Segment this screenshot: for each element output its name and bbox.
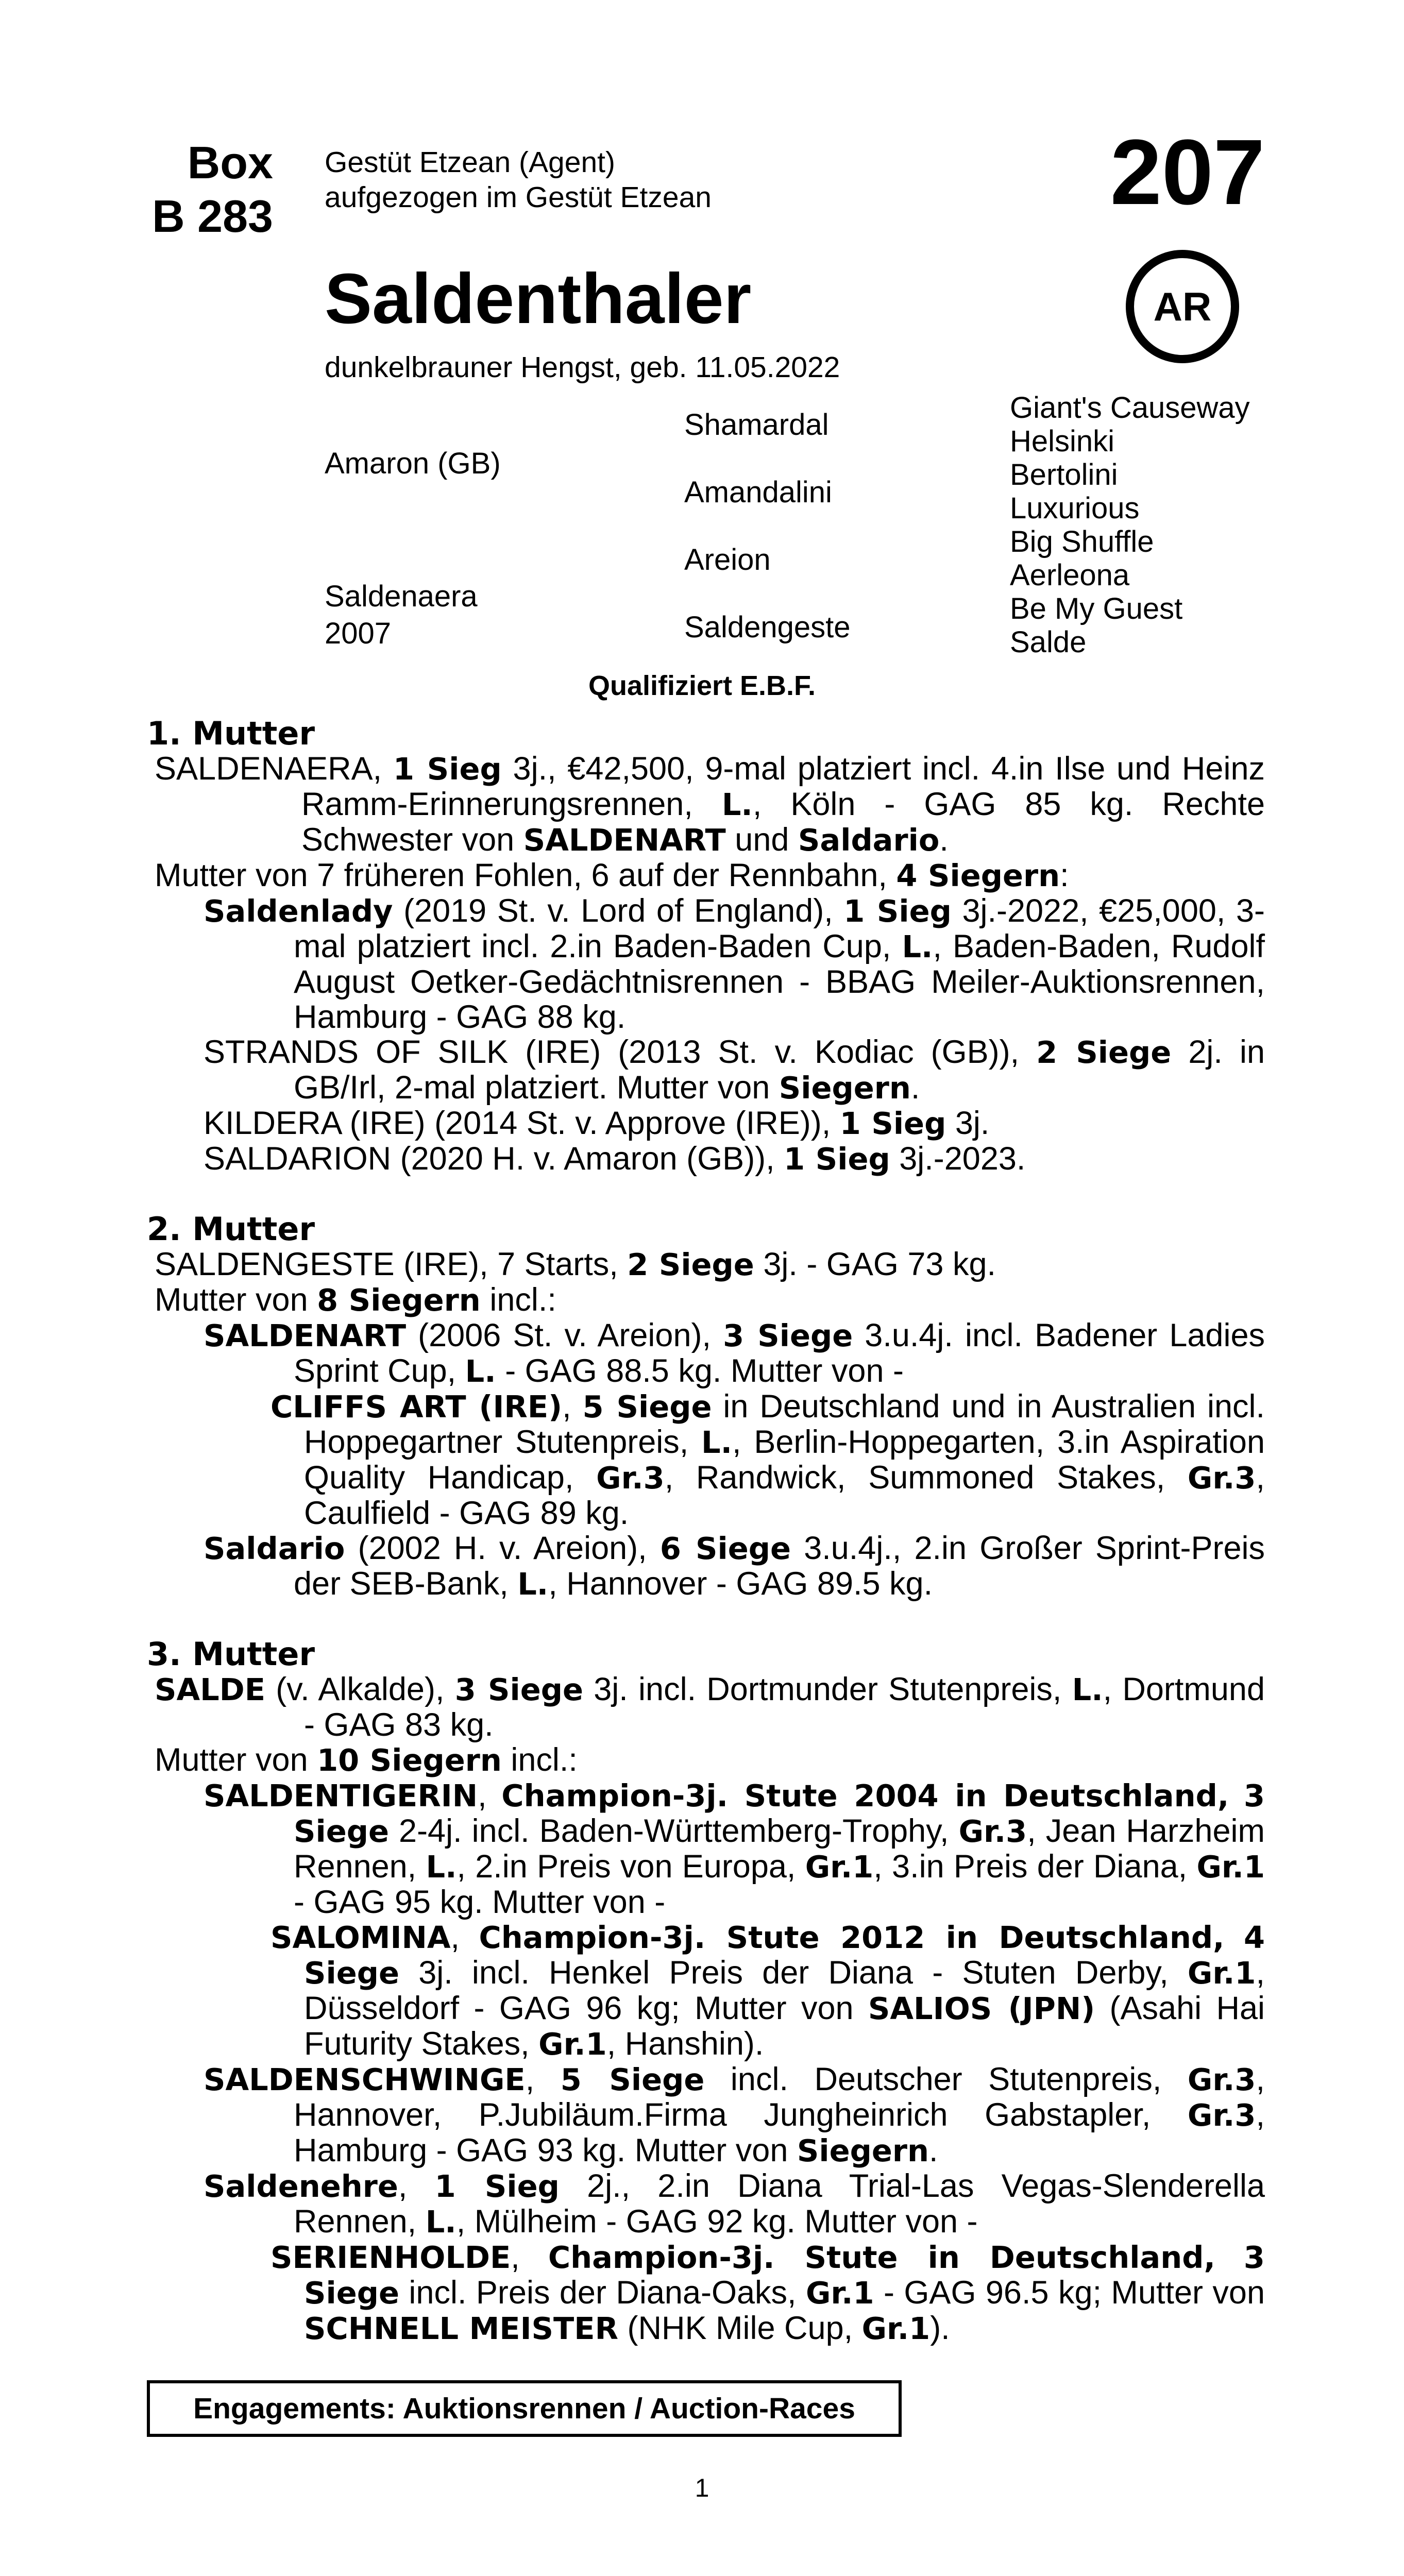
produce-entry bbox=[147, 1035, 1265, 1106]
produce-entry bbox=[147, 1778, 1265, 1920]
box-label: Box bbox=[187, 137, 273, 188]
bold-run: Gr.1 bbox=[1196, 1849, 1265, 1885]
text-run: . bbox=[928, 2132, 938, 2168]
bold-run: Gr.1 bbox=[805, 2275, 874, 2311]
text-run: , bbox=[562, 1388, 583, 1425]
bold-run: Saldario bbox=[204, 1531, 345, 1566]
text-run: (2006 St. v. Areion), bbox=[406, 1317, 723, 1353]
lot-number: 207 bbox=[1110, 121, 1265, 224]
bold-run: Champion-3j. Stute in Deutschland, bbox=[548, 2240, 1215, 2275]
text-run: , Baden-Baden, Rudolf August Oetker-Gedächtnisrennen - BBAG Meiler-Auktionsrennen, Hamburg - GAG 88 kg. bbox=[294, 928, 1265, 1035]
bold-run: 3 Siege bbox=[294, 1778, 1265, 1849]
produce-entry bbox=[147, 2062, 1265, 2168]
bold-run: SERIENHOLDE bbox=[270, 2240, 511, 2275]
bold-run: L. bbox=[426, 1849, 457, 1885]
pedigree-great-grandparent: Luxurious bbox=[1010, 492, 1140, 525]
pedigree-great-grandparent: Aerleona bbox=[1010, 558, 1130, 592]
section-heading: 2. Mutter bbox=[147, 1210, 315, 1248]
bold-run: Saldario bbox=[798, 822, 940, 858]
bold-run: Gr.3 bbox=[958, 1814, 1027, 1849]
bold-run: 5 Siege bbox=[582, 1389, 712, 1425]
pedigree-great-grandparent: Big Shuffle bbox=[1010, 525, 1154, 558]
bold-run: L. bbox=[701, 1425, 733, 1460]
horse-name: Saldenthaler bbox=[325, 259, 752, 338]
bold-run: Gr.1 bbox=[1187, 1955, 1256, 1991]
text-run: incl. Deutscher Stutenpreis, bbox=[704, 2061, 1188, 2097]
bold-run: 3 Siege bbox=[454, 1672, 584, 1707]
produce-entry-sub bbox=[147, 1389, 1265, 1531]
bold-run: 1 Sieg bbox=[784, 1141, 890, 1177]
bold-run: Siegern bbox=[797, 2133, 929, 2168]
bold-run: SALOMINA bbox=[270, 1920, 451, 1955]
text-run: , Hannover, P.Jubiläum.Firma Jungheinrich Gabstapler, bbox=[294, 2061, 1265, 2133]
text-run: 3j., €42,500, 9-mal platziert incl. 4.in Ilse und Heinz Ramm-Erinnerungsrennen, bbox=[301, 751, 1265, 822]
pedigree-great-grandparent: Helsinki bbox=[1010, 425, 1115, 458]
bold-run: Champion-3j. Stute 2004 in Deutschland, bbox=[501, 1778, 1229, 1814]
bold-run: SALIOS (JPN) bbox=[868, 1991, 1095, 2026]
bold-run: SCHNELL MEISTER bbox=[304, 2311, 619, 2346]
text-run: , bbox=[478, 1777, 502, 1814]
qualification: Qualifiziert E.B.F. bbox=[588, 670, 816, 701]
bold-run: Gr.3 bbox=[596, 1460, 665, 1496]
text-run: , bbox=[511, 2239, 548, 2275]
text-run: (v. Alkalde), bbox=[265, 1671, 455, 1707]
section-heading: 1. Mutter bbox=[147, 715, 315, 752]
raised-at: aufgezogen im Gestüt Etzean bbox=[325, 181, 712, 214]
text-run: und bbox=[725, 822, 798, 858]
produce-entry bbox=[147, 1106, 1265, 1141]
pedigree-grandparent: Shamardal bbox=[684, 408, 829, 442]
pedigree-grandparent: Amandalini bbox=[684, 476, 832, 509]
bold-run: 1 Sieg bbox=[434, 2168, 560, 2204]
text-run: ). bbox=[930, 2310, 950, 2346]
text-run: (2019 St. v. Lord of England), bbox=[393, 893, 844, 929]
bold-run: 5 Siege bbox=[560, 2062, 705, 2097]
bold-run: SALDENSCHWINGE bbox=[204, 2062, 526, 2097]
text-run bbox=[1229, 1777, 1244, 1814]
text-run: (2002 H. v. Areion), bbox=[345, 1530, 660, 1566]
produce-entry bbox=[147, 1531, 1265, 1602]
pedigree-great-grandparent: Be My Guest bbox=[1010, 592, 1183, 625]
bold-run: 4 Siegern bbox=[896, 858, 1060, 893]
text-run: , Düsseldorf - GAG 96 kg; Mutter von bbox=[304, 1955, 1265, 2026]
text-run: - GAG 88.5 kg. Mutter von - bbox=[496, 1353, 904, 1389]
text-run: 3j.-2023. bbox=[890, 1141, 1026, 1177]
text-run: , Hanshin). bbox=[606, 2026, 764, 2062]
text-run: - GAG 96.5 kg; Mutter von bbox=[874, 2275, 1265, 2311]
dam-produce-summary bbox=[155, 858, 1265, 893]
bold-run: SALDENART bbox=[204, 1318, 407, 1353]
horse-description: dunkelbrauner Hengst, geb. 11.05.2022 bbox=[325, 351, 840, 384]
produce-entry-sub bbox=[147, 1920, 1265, 2062]
text-run: , Hamburg - GAG 93 kg. Mutter von bbox=[294, 2097, 1265, 2168]
bold-run: Gr.1 bbox=[805, 1849, 874, 1885]
pedigree-great-grandparent: Salde bbox=[1010, 625, 1087, 659]
page-number: 1 bbox=[695, 2473, 709, 2502]
text-run: (NHK Mile Cup, bbox=[618, 2310, 862, 2346]
produce-entry bbox=[147, 1318, 1265, 1389]
bold-run: Gr.3 bbox=[1187, 2097, 1256, 2133]
bold-run: Gr.3 bbox=[1187, 2062, 1256, 2097]
text-run: : bbox=[1060, 857, 1069, 893]
pedigree-grandparent: Saldengeste bbox=[684, 611, 851, 644]
text-run: SALDARION (2020 H. v. Amaron (GB)), bbox=[204, 1141, 784, 1177]
text-run: , Jean Harzheim Rennen, bbox=[294, 1813, 1265, 1885]
bold-run: SALDENART bbox=[523, 822, 726, 858]
produce-entry bbox=[147, 2168, 1265, 2240]
text-run: 3j. incl. Henkel Preis der Diana - Stuten Derby, bbox=[399, 1955, 1188, 1991]
text-run: 3.u.4j. incl. Badener Ladies Sprint Cup, bbox=[294, 1317, 1265, 1389]
text-run: , bbox=[398, 2168, 435, 2204]
bold-run: Gr.3 bbox=[1187, 1460, 1256, 1496]
bold-run: L. bbox=[465, 1353, 496, 1389]
bold-run: 1 Sieg bbox=[839, 1106, 946, 1141]
bold-run: 2 Siege bbox=[627, 1247, 754, 1282]
text-run: STRANDS OF SILK (IRE) (2013 St. v. Kodiac (GB)), bbox=[204, 1034, 1037, 1070]
text-run: incl. Preis der Diana-Oaks, bbox=[399, 2275, 806, 2311]
produce-entry bbox=[147, 1141, 1265, 1177]
text-run: , Caulfield - GAG 89 kg. bbox=[304, 1460, 1265, 1531]
text-run: (Asahi Hai Futurity Stakes, bbox=[304, 1990, 1265, 2062]
bold-run: 10 Siegern bbox=[317, 1742, 502, 1778]
bold-run: Gr.1 bbox=[861, 2311, 931, 2346]
text-run: Mutter von bbox=[155, 1282, 317, 1318]
bold-run: Champion-3j. Stute 2012 in Deutschland, bbox=[479, 1920, 1225, 1955]
text-run: 3j. incl. Dortmunder Stutenpreis, bbox=[583, 1671, 1072, 1707]
dam-record bbox=[155, 751, 1265, 858]
pedigree-great-grandparent: Bertolini bbox=[1010, 458, 1118, 492]
text-run: . bbox=[939, 822, 949, 858]
bold-run: 1 Sieg bbox=[843, 893, 952, 929]
text-run: SALDENGESTE (IRE), 7 Starts, bbox=[155, 1246, 628, 1282]
bold-run: L. bbox=[517, 1566, 549, 1602]
text-run: - GAG 95 kg. Mutter von - bbox=[294, 1884, 666, 1920]
bold-run: Saldenlady bbox=[204, 893, 393, 929]
text-run: 2j., 2.in Diana Trial-Las Vegas-Slenderella Rennen, bbox=[294, 2168, 1265, 2240]
pedigree-sire: Amaron (GB) bbox=[325, 447, 501, 480]
dam-produce-summary bbox=[155, 1742, 1265, 1778]
bold-run: Gr.1 bbox=[538, 2026, 607, 2062]
bold-run: Siegern bbox=[779, 1070, 911, 1106]
pedigree-great-grandparent: Giant's Causeway bbox=[1010, 391, 1250, 425]
text-run: 3j.-2022, €25,000, 3-mal platziert incl. 2.in Baden-Baden Cup, bbox=[294, 893, 1265, 964]
bold-run: 8 Siegern bbox=[317, 1282, 481, 1318]
ar-badge: AR bbox=[1126, 250, 1239, 363]
bold-run: 3 Siege bbox=[723, 1318, 853, 1353]
bold-run: 3 Siege bbox=[304, 2240, 1265, 2311]
produce-entry-sub bbox=[147, 2240, 1265, 2346]
text-run: SALDENAERA, bbox=[155, 751, 393, 787]
text-run: , Hannover - GAG 89.5 kg. bbox=[548, 1566, 933, 1602]
text-run: 3j. bbox=[946, 1105, 990, 1141]
text-run: in Deutschland und in Australien incl. Hoppegartner Stutenpreis, bbox=[304, 1388, 1265, 1460]
consignor: Gestüt Etzean (Agent) bbox=[325, 146, 615, 179]
text-run: , bbox=[450, 1919, 479, 1955]
text-run: 2j. in GB/Irl, 2-mal platziert. Mutter von bbox=[294, 1034, 1265, 1106]
produce-entry bbox=[147, 893, 1265, 1035]
text-run: , Randwick, Summoned Stakes, bbox=[664, 1460, 1188, 1496]
text-run: , Mülheim - GAG 92 kg. Mutter von - bbox=[456, 2204, 978, 2240]
text-run: , bbox=[525, 2061, 561, 2097]
text-run: , Berlin-Hoppegarten, 3.in Aspiration Quality Handicap, bbox=[304, 1424, 1265, 1496]
dam-record bbox=[155, 1247, 1265, 1282]
text-run bbox=[1224, 1919, 1243, 1955]
bold-run: Saldenehre bbox=[204, 2168, 398, 2204]
bold-run: L. bbox=[902, 929, 933, 964]
pedigree-dam: Saldenaera bbox=[325, 580, 478, 613]
text-run: incl.: bbox=[480, 1282, 556, 1318]
text-run: 3j. - GAG 73 kg. bbox=[754, 1246, 996, 1282]
text-run: Mutter von bbox=[155, 1742, 317, 1778]
pedigree-grandparent: Areion bbox=[684, 543, 771, 577]
text-run: incl.: bbox=[501, 1742, 578, 1778]
box-number: B 283 bbox=[152, 191, 273, 242]
bold-run: SALDENTIGERIN bbox=[204, 1778, 478, 1814]
bold-run: CLIFFS ART (IRE) bbox=[270, 1389, 563, 1425]
pedigree-dam-year: 2007 bbox=[325, 617, 392, 650]
engagements-box: Engagements: Auktionsrennen / Auction-Races bbox=[147, 2380, 902, 2437]
text-run: , Dortmund - GAG 83 kg. bbox=[304, 1671, 1265, 1743]
bold-run: L. bbox=[425, 2204, 456, 2240]
bold-run: 6 Siege bbox=[659, 1531, 791, 1566]
text-run: Mutter von 7 früheren Fohlen, 6 auf der Rennbahn, bbox=[155, 857, 896, 893]
bold-run: SALDE bbox=[155, 1672, 266, 1707]
dam-produce-summary bbox=[155, 1282, 1265, 1318]
section-heading: 3. Mutter bbox=[147, 1635, 315, 1673]
bold-run: 1 Sieg bbox=[393, 751, 502, 787]
bold-run: 4 Siege bbox=[304, 1920, 1265, 1991]
bold-run: 2 Siege bbox=[1036, 1035, 1172, 1070]
text-run: , Köln - GAG 85 kg. Rechte Schwester von bbox=[301, 786, 1265, 858]
bold-run: L. bbox=[721, 787, 753, 822]
text-run: , 3.in Preis der Diana, bbox=[873, 1849, 1197, 1885]
text-run: KILDERA (IRE) (2014 St. v. Approve (IRE)), bbox=[204, 1105, 840, 1141]
text-run: 2-4j. incl. Baden-Württemberg-Trophy, bbox=[388, 1813, 959, 1849]
text-run: . bbox=[910, 1070, 920, 1106]
text-run bbox=[1215, 2239, 1244, 2275]
text-run: 3.u.4j., 2.in Großer Sprint-Preis der SEB-Bank, bbox=[294, 1530, 1265, 1602]
dam-record bbox=[147, 1672, 1265, 1742]
bold-run: L. bbox=[1072, 1672, 1103, 1707]
family-record bbox=[147, 716, 1265, 2346]
text-run: , 2.in Preis von Europa, bbox=[456, 1849, 805, 1885]
